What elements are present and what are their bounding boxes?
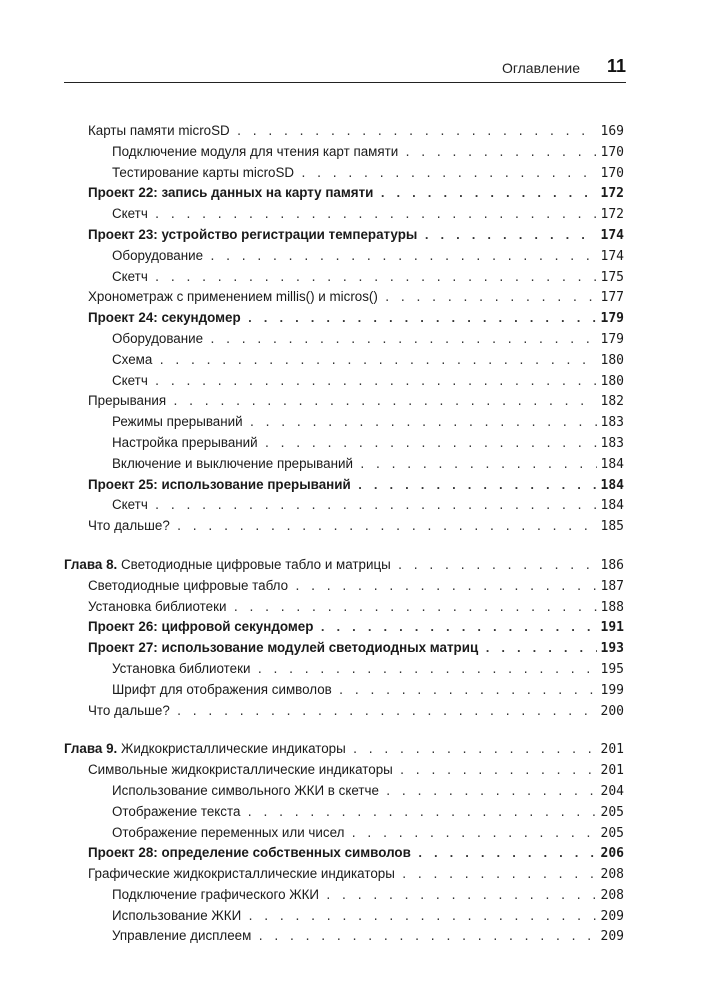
- toc-entry-project[interactable]: Проект 22: запись данных на карту памяти . . . 172: [64, 183, 624, 204]
- toc-entry[interactable]: Карты памяти microSD . . . 169: [64, 121, 624, 142]
- toc-entry-project[interactable]: Проект 28: определение собственных символов . . . 206: [64, 843, 624, 864]
- toc-entry[interactable]: Управление дисплеем . . . 209: [64, 926, 624, 947]
- toc-entry[interactable]: Тестирование карты microSD . . . 170: [64, 163, 624, 184]
- toc-entry[interactable]: Использование ЖКИ . . . 209: [64, 906, 624, 927]
- toc-entry-project[interactable]: Проект 26: цифровой секундомер . . . 191: [64, 617, 624, 638]
- toc-entry[interactable]: Отображение текста . . . 205: [64, 802, 624, 823]
- toc-entry[interactable]: Прерывания . . . 182: [64, 391, 624, 412]
- toc-entry[interactable]: Скетч . . . 184: [64, 495, 624, 516]
- toc-entry[interactable]: Подключение модуля для чтения карт памяти . . . 170: [64, 142, 624, 163]
- toc-entry[interactable]: Отображение переменных или чисел . . . 205: [64, 823, 624, 844]
- toc-entry-chapter[interactable]: Глава 8. Светодиодные цифровые табло и матрицы . . . 186: [64, 555, 624, 576]
- toc-entry[interactable]: Графические жидкокристаллические индикаторы . . . 208: [64, 864, 624, 885]
- toc-entry[interactable]: Установка библиотеки . . . 188: [64, 597, 624, 618]
- toc-entry[interactable]: Скетч . . . 180: [64, 371, 624, 392]
- toc-entry[interactable]: Режимы прерываний . . . 183: [64, 412, 624, 433]
- toc-entry-project[interactable]: Проект 24: секундомер . . . 179: [64, 308, 624, 329]
- toc-entry[interactable]: Что дальше? . . . 185: [64, 516, 624, 537]
- toc-entry-chapter[interactable]: Глава 9. Жидкокристаллические индикаторы . . . 201: [64, 739, 624, 760]
- toc-entry-project[interactable]: Проект 23: устройство регистрации температуры . . . 174: [64, 225, 624, 246]
- toc-entry[interactable]: Хронометраж с применением millis() и micros() . . . 177: [64, 287, 624, 308]
- toc-entry[interactable]: Использование символьного ЖКИ в скетче . . . 204: [64, 781, 624, 802]
- toc-entry[interactable]: Оборудование . . . 174: [64, 246, 624, 267]
- toc-entry[interactable]: Включение и выключение прерываний . . . 184: [64, 454, 624, 475]
- toc-entry[interactable]: Скетч . . . 175: [64, 267, 624, 288]
- running-title: Оглавление: [501, 60, 580, 76]
- toc-entry[interactable]: Подключение графического ЖКИ . . . 208: [64, 885, 624, 906]
- toc-entry-project[interactable]: Проект 25: использование прерываний . . . 184: [64, 475, 624, 496]
- toc-entry[interactable]: Светодиодные цифровые табло . . . 187: [64, 576, 624, 597]
- toc-entry-project[interactable]: Проект 27: использование модулей светодиодных матриц . . . 193: [64, 638, 624, 659]
- table-of-contents: [64, 121, 624, 947]
- page-number: 11: [606, 56, 626, 76]
- page-header: [64, 56, 626, 83]
- toc-entry[interactable]: Скетч . . . 172: [64, 204, 624, 225]
- toc-entry[interactable]: Что дальше? . . . 200: [64, 701, 624, 722]
- toc-entry[interactable]: Шрифт для отображения символов . . . 199: [64, 680, 624, 701]
- toc-entry[interactable]: Схема . . . 180: [64, 350, 624, 371]
- toc-entry[interactable]: Установка библиотеки . . . 195: [64, 659, 624, 680]
- toc-entry[interactable]: Символьные жидкокристаллические индикаторы . . . 201: [64, 760, 624, 781]
- toc-entry[interactable]: Настройка прерываний . . . 183: [64, 433, 624, 454]
- toc-entry[interactable]: Оборудование . . . 179: [64, 329, 624, 350]
